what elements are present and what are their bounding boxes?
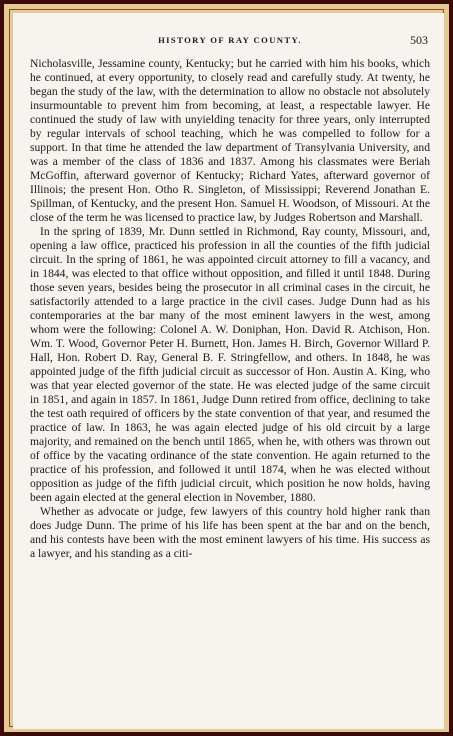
paragraph-3: Whether as advocate or judge, few lawyers of this country hold higher rank than does Judge Dunn. The prime of his life has been spent at the bar and on the bench, and his contests have been with the most eminent lawyers of his time. His success as a lawyer, and his standing as a citi- (30, 505, 430, 560)
running-head-title: HISTORY OF RAY COUNTY. (158, 35, 302, 45)
body-text (30, 57, 430, 561)
paragraph-2: In the spring of 1839, Mr. Dunn settled in Richmond, Ray county, Missouri, and, opening a law office, practiced his profession in all the counties of the fifth judicial circuit. In the spring of 1861, he was appointed circuit attorney to fill a vacancy, and in 1844, was elected to that office without opposition, and filled it until 1848. During those seven years, besides being the prosecutor in all criminal cases in the circuit, he satisfactorily attended to a large practice in the civil cases. Judge Dunn had as his contemporaries at the bar many of the most eminent lawyers in the west, among whom were the following: Colonel A. W. Doniphan, Hon. David R. Atchison, Hon. Wm. T. Wood, Governor Peter H. Burnett, Hon. James H. Birch, Governor Willard P. Hall, Hon. Robert D. Ray, General B. F. Stringfellow, and others. In 1848, he was appointed judge of the fifth judicial circuit as successor of Hon. Austin A. King, who was that year elected governor of the state. He was elected judge of the same circuit in 1851, and again in 1857. In 1861, Judge Dunn retired from office, declining to take the test oath required of officers by the state convention of that year, and resumed the practice of law. In 1863, he was again elected judge of his old circuit by a large majority, and remained on the bench until 1865, when he, with others was thrown out of office by the vacating ordinance of the state convention. He again returned to the practice of his profession, and followed it until 1874, when he was elected without opposition as judge of the fifth judicial circuit, which position he now holds, having been again elected at the general election in November, 1880. (30, 225, 430, 504)
page-number: 503 (410, 33, 428, 47)
paragraph-1: Nicholasville, Jessamine county, Kentucky; but he carried with him his books, which he continued, at every opportunity, to closely read and carefully study. At twenty, he began the study of the law, with the determination to allow no obstacle not absolutely insurmountable to prevent him from becoming, at least, a respectable lawyer. He continued the study of law with unyielding tenacity for three years, only interrupted by regular intervals of school teaching, which he was compelled to follow for a support. In that time he attended the law department of Transylvania University, and was a member of the class of 1836 and 1837. Among his classmates were Beriah McGoffin, afterward governor of Kentucky; Richard Yates, afterward governor of Illinois; the present Hon. Otho R. Singleton, of Mississippi; Reverend Jonathan E. Spillman, of Kentucky, and the present Hon. Samuel H. Woodson, of Missouri. At the close of the term he was licensed to practice law, by Judges Robertson and Marshall. (30, 57, 430, 224)
book-page (13, 13, 444, 729)
running-head (30, 33, 430, 50)
